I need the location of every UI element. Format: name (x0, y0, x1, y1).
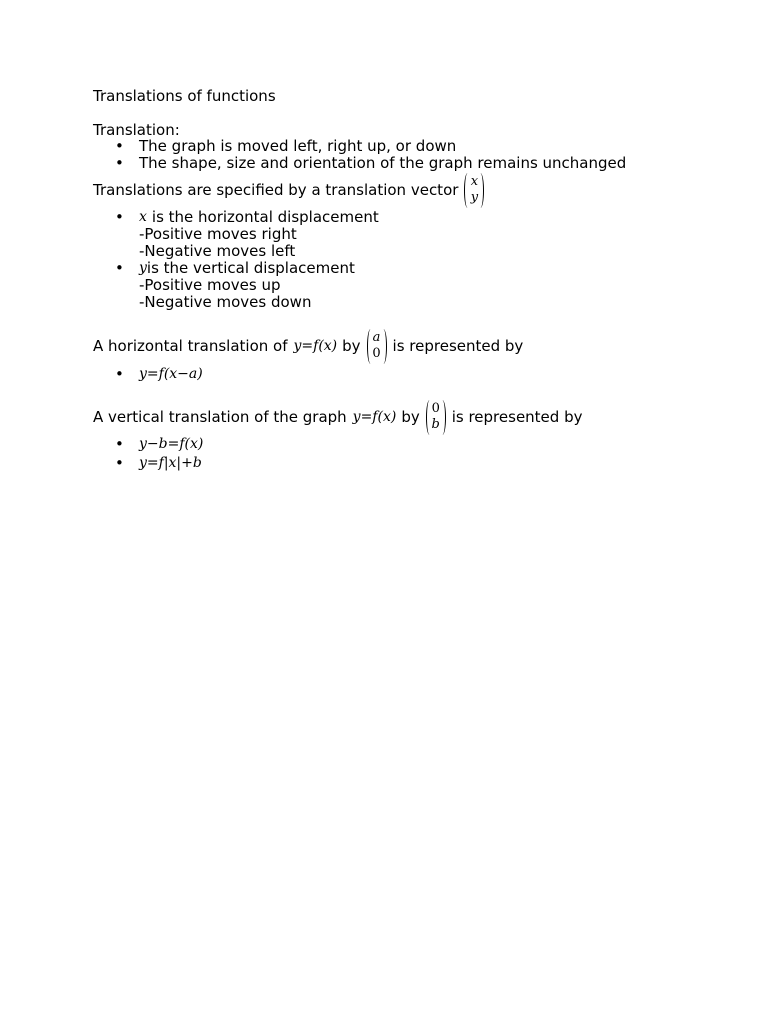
vector-bottom-entry: b (431, 417, 440, 432)
bullet-icon: • (115, 365, 124, 383)
note-text: -Positive moves up (139, 276, 281, 294)
math-symbol: y (139, 260, 147, 276)
note-line (139, 276, 281, 294)
note-line (139, 242, 295, 260)
math-symbol: x (139, 209, 147, 225)
list-item (115, 208, 379, 226)
bullet-icon: • (115, 259, 124, 277)
vector-bottom-entry: 0 (372, 346, 381, 361)
document-title (93, 87, 276, 105)
vertical-translation-line (93, 399, 582, 435)
translation-heading-text: Translation: (93, 121, 180, 139)
bullet-icon: • (115, 154, 124, 172)
note-text: -Negative moves left (139, 242, 296, 260)
note-line (139, 225, 297, 243)
list-item (115, 435, 203, 453)
bullet-icon: • (115, 435, 124, 453)
bullet-icon: • (115, 454, 124, 472)
bullet-icon: • (115, 208, 124, 226)
vector-bottom-entry: y (470, 190, 479, 205)
list-item (115, 454, 202, 472)
sentence-prefix: A horizontal translation of (93, 337, 288, 355)
sentence-prefix: A vertical translation of the graph (93, 408, 347, 426)
list-item (115, 154, 626, 172)
translation-vector (426, 400, 446, 435)
math-expression: y−b=f(x) (139, 436, 204, 452)
horizontal-translation-line (93, 328, 523, 364)
list-item-text: is the vertical displacement (146, 259, 355, 277)
list-item (115, 365, 203, 383)
by-text: by (401, 408, 420, 426)
list-item-text: is the horizontal displacement (151, 208, 379, 226)
vector-intro-text: Translations are specified by a translation vector (93, 181, 459, 199)
vector-top-entry: 0 (431, 401, 440, 416)
sentence-suffix: is represented by (451, 408, 583, 426)
math-function: y=f(x) (293, 338, 338, 354)
list-item (115, 259, 355, 277)
math-expression: y=f|x|+b (139, 455, 202, 471)
list-item-text: The shape, size and orientation of the graph remains unchanged (139, 154, 627, 172)
sentence-suffix: is represented by (392, 337, 524, 355)
note-text: -Positive moves right (139, 225, 297, 243)
note-text: -Negative moves down (139, 293, 312, 311)
vector-top-entry: a (372, 330, 381, 345)
math-function: y=f(x) (352, 409, 397, 425)
note-line (139, 293, 311, 311)
bullet-icon: • (115, 137, 124, 155)
by-text: by (342, 337, 361, 355)
list-item (115, 137, 456, 155)
document-title-text: Translations of functions (93, 87, 276, 105)
translation-vector (367, 329, 387, 364)
vector-top-entry: x (470, 174, 479, 189)
list-item-text: The graph is moved left, right up, or down (139, 137, 457, 155)
translation-vector (464, 173, 484, 208)
math-expression: y=f(x−a) (139, 366, 203, 382)
vector-intro-line (93, 172, 484, 208)
